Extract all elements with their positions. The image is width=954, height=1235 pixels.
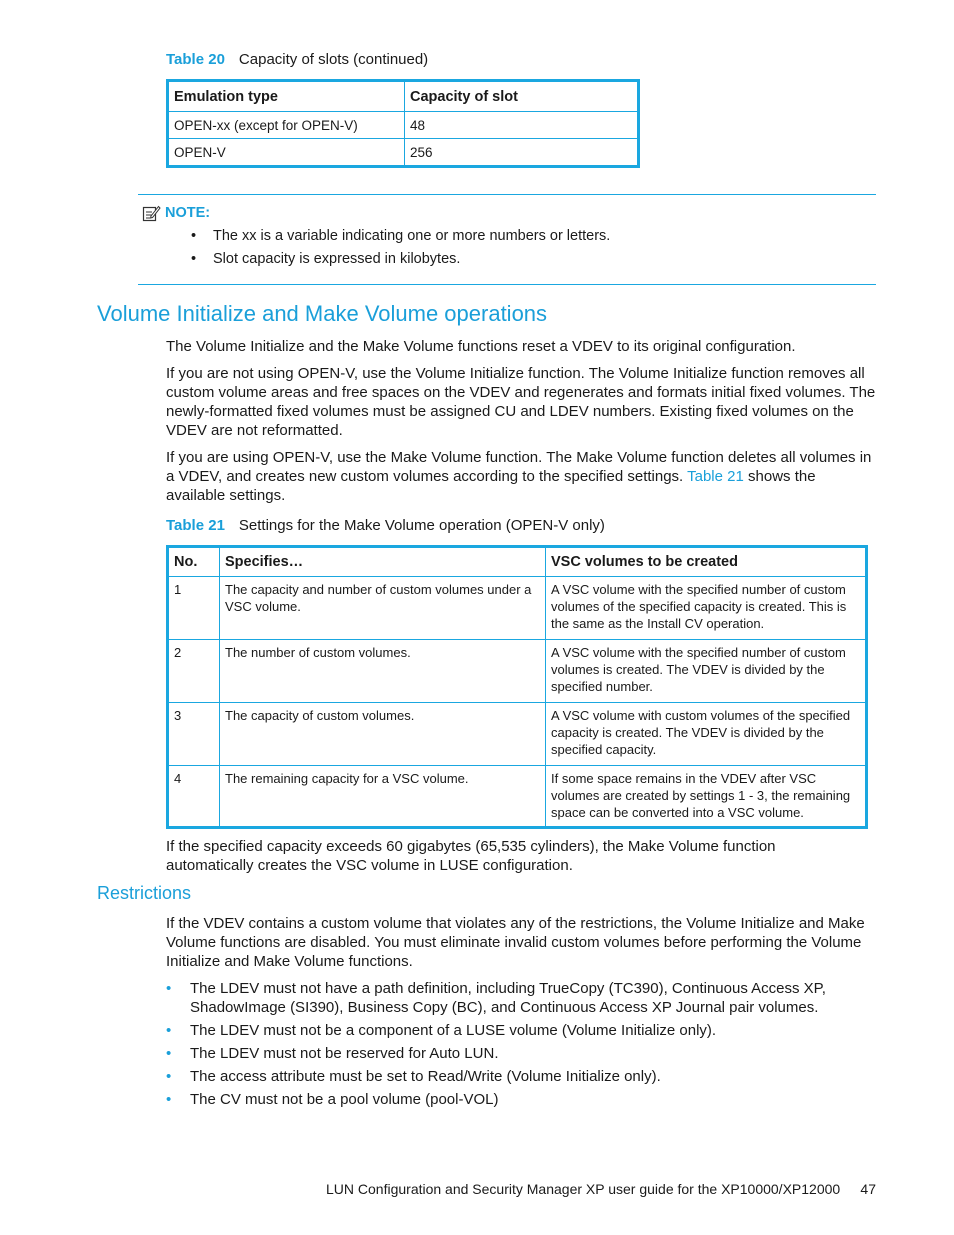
table-cell: A VSC volume with the specified number of custom volumes of the specified capacity is created. This is the same as the Install CV operation. [546,577,867,640]
column-header: Emulation type [168,81,405,112]
footer-title: LUN Configuration and Security Manager XP user guide for the XP10000/XP12000 [326,1181,841,1197]
table-cell: A VSC volume with custom volumes of the specified capacity is created. The VDEV is divided by the specified capacity. [546,703,867,766]
restriction-item: • The CV must not be a pool volume (pool-VOL) [166,1090,831,1109]
restrictions-list [166,979,831,1113]
column-header: Capacity of slot [405,81,639,112]
note-item: • The xx is a variable indicating one or more numbers or letters. [191,225,610,248]
table-caption-text: Settings for the Make Volume operation (OPEN-V only) [238,517,605,534]
table-cell: 2 [168,640,220,703]
table-21-link[interactable]: Table 21 [687,468,744,485]
table-row [168,766,867,828]
table-21-caption [166,517,605,534]
table-row [168,112,639,139]
restrictions-intro: If the VDEV contains a custom volume that violates any of the restrictions, the Volume Initialize and Make Volume functions are disabled. You must eliminate invalid custom volumes before performing the Volume Initialize and Make Volume functions. [166,915,865,970]
note-top-rule [138,194,876,195]
text-run: If you are using OPEN-V, use the Make Volume function. The Make Volume function deletes all volumes in a VDEV, and creates new custom volumes according to the specified settings. [166,449,872,485]
restrictions-title: Restrictions [97,883,192,903]
table-cell: OPEN-xx (except for OPEN-V) [168,112,405,139]
section-title: Volume Initialize and Make Volume operations [97,301,548,326]
capacity-of-slots-table [166,79,640,168]
restriction-item: • The access attribute must be set to Read/Write (Volume Initialize only). [166,1067,831,1086]
column-header: Specifies… [220,547,546,577]
table-number: Table 21 [166,517,225,534]
restriction-item: • The LDEV must not be reserved for Auto LUN. [166,1044,831,1063]
table-cell: The remaining capacity for a VSC volume. [220,766,546,828]
page-footer [326,1181,876,1197]
page-number: 47 [860,1181,876,1197]
note-icon [142,204,161,222]
table-cell: 48 [405,112,639,139]
column-header: No. [168,547,220,577]
table-cell: 1 [168,577,220,640]
table-cell: A VSC volume with the specified number of custom volumes is created. The VDEV is divided by the specified number. [546,640,867,703]
table-20-caption [166,51,428,68]
table-row [168,703,867,766]
table-cell: The number of custom volumes. [220,640,546,703]
note-item: • Slot capacity is expressed in kilobytes. [191,248,610,271]
table-cell: 3 [168,703,220,766]
note-title: NOTE: [165,205,211,221]
table-cell: OPEN-V [168,139,405,167]
table-cell: 4 [168,766,220,828]
paragraph-luse: If the specified capacity exceeds 60 gigabytes (65,535 cylinders), the Make Volume function automatically creates the VSC volume in LUSE configuration. [166,838,776,874]
table-caption-text: Capacity of slots (continued) [238,51,429,68]
note-bottom-rule [138,284,876,285]
table-number: Table 20 [166,51,225,68]
paragraph-make-volume [166,448,876,505]
restriction-item: • The LDEV must not be a component of a LUSE volume (Volume Initialize only). [166,1021,831,1040]
table-row [168,139,639,167]
make-volume-settings-table [166,545,868,829]
table-cell: The capacity of custom volumes. [220,703,546,766]
paragraph-intro: The Volume Initialize and the Make Volume functions reset a VDEV to its original configuration. [166,338,796,355]
table-cell: The capacity and number of custom volumes under a VSC volume. [220,577,546,640]
table-row [168,577,867,640]
restriction-item: • The LDEV must not have a path definition, including TrueCopy (TC390), Continuous Access XP, ShadowImage (SI390), Business Copy (BC), and Continuous Access XP Journal pair volumes. [166,979,831,1017]
note-list [191,225,610,271]
note-header [142,204,210,222]
table-cell: 256 [405,139,639,167]
column-header: VSC volumes to be created [546,547,867,577]
paragraph-volume-initialize: If you are not using OPEN-V, use the Volume Initialize function. The Volume Initialize function removes all custom volume areas and free spaces on the VDEV and regenerates and formats initial fixed volumes. The newly-formatted fixed volumes must be assigned CU and LDEV numbers. Existing fixed volumes on the VDEV are not reformatted. [166,365,876,439]
table-row [168,640,867,703]
table-cell: If some space remains in the VDEV after VSC volumes are created by settings 1 - 3, the remaining space can be converted into a VSC volume. [546,766,867,828]
text-run: shows the available settings. [166,468,816,504]
